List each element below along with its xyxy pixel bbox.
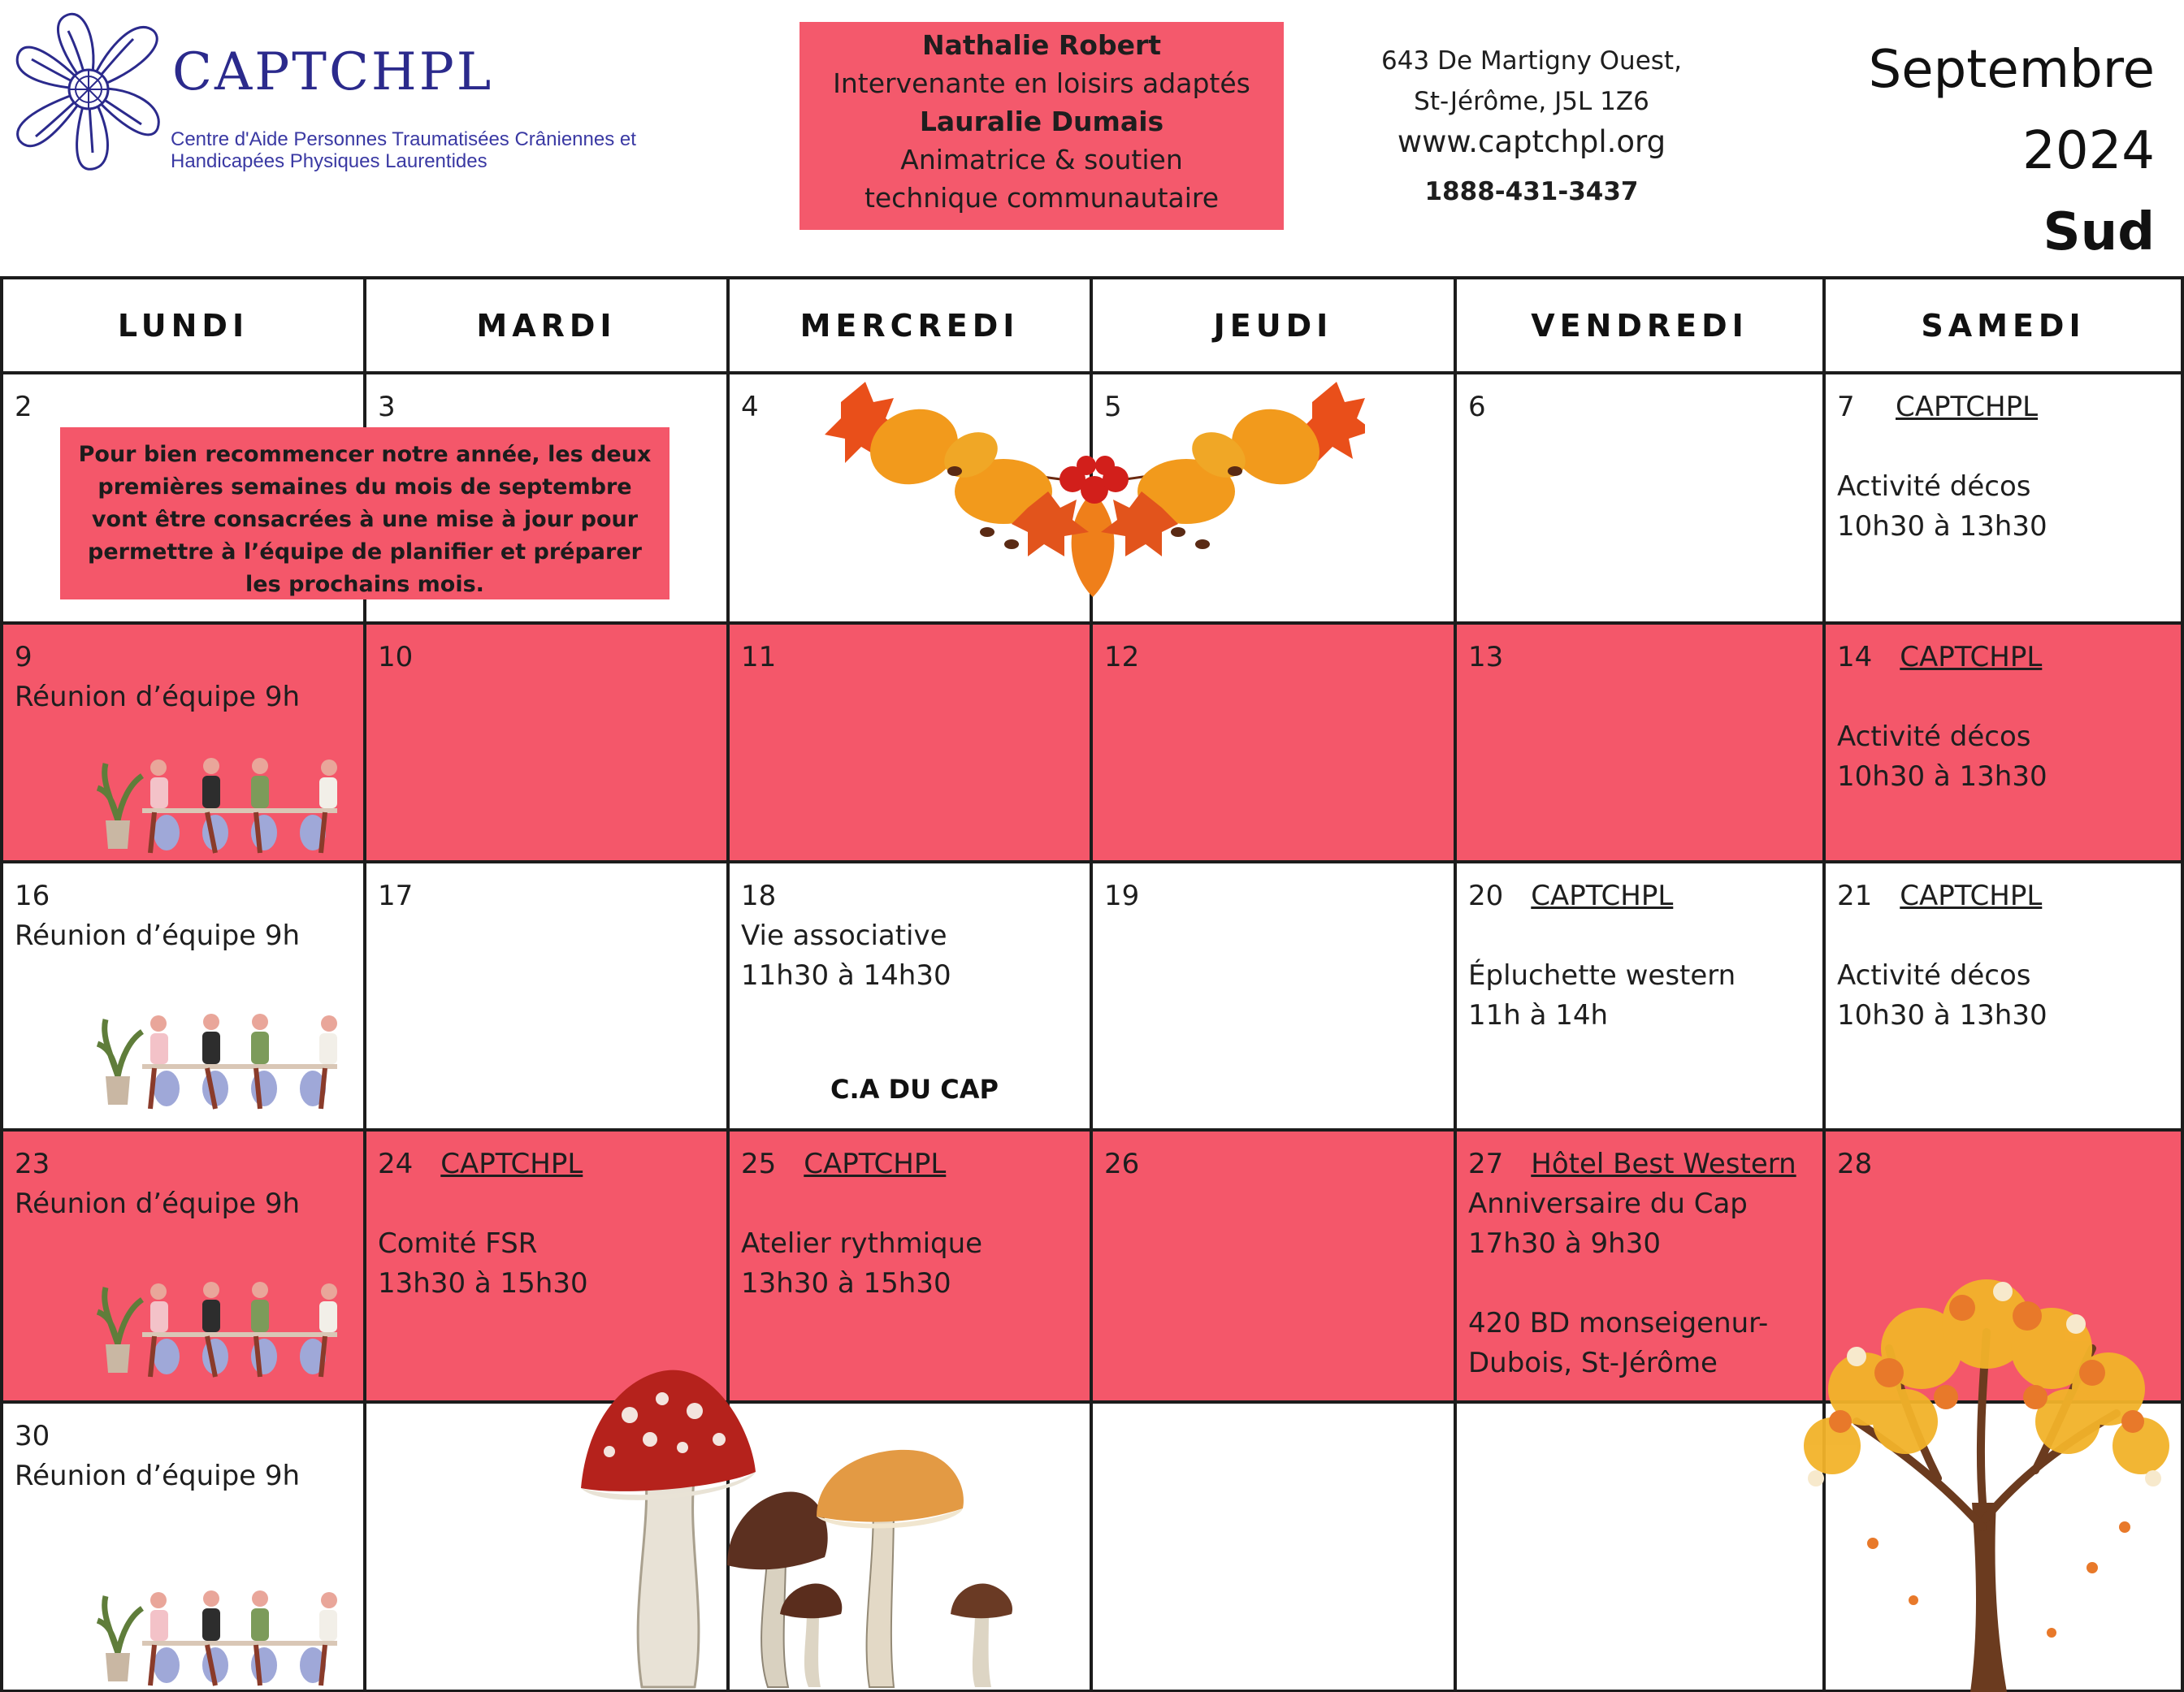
spacer (1837, 677, 2174, 717)
spacer (1837, 916, 2174, 956)
event-location-tag: CAPTCHPL (1900, 641, 2043, 673)
day-number: 11 (741, 641, 777, 673)
day-header-line (741, 638, 1083, 677)
day-cell-content (741, 1145, 1083, 1304)
day-cell-content (1104, 876, 1447, 916)
day-header-line (1104, 638, 1447, 677)
day-cell (365, 862, 728, 1130)
day-cell-content (1837, 638, 2174, 797)
grid-line-column (0, 276, 3, 1692)
day-header-line (15, 876, 357, 916)
event-text: Atelier rythmique (741, 1227, 983, 1260)
day-cell-content (15, 876, 357, 956)
team-meeting-illustration (93, 751, 362, 857)
organization-full-name: Centre d'Aide Personnes Traumatisées Crâniennes et Handicapées Physiques Laurentides (171, 128, 636, 172)
day-cell (1091, 862, 1455, 1130)
weekday-header-jeudi: JEUDI (1213, 308, 1333, 344)
staff-1-role: Intervenante en loisirs adaptés (833, 67, 1250, 99)
day-cell-content (15, 1145, 357, 1224)
event-text: 17h30 à 9h30 (1468, 1227, 1661, 1260)
month-title (1869, 29, 2155, 273)
event-text: Vie associative (741, 920, 947, 952)
day-cell-content (378, 387, 720, 427)
day-header-line (378, 387, 720, 427)
event-text: 11h à 14h (1468, 999, 1609, 1032)
spacer (1468, 1264, 1816, 1304)
day-number: 12 (1104, 641, 1140, 673)
day-cell (1824, 623, 2182, 862)
day-header-line (741, 876, 1083, 916)
day-number: 25 (741, 1148, 777, 1180)
spacer (1837, 427, 2174, 467)
day-header-line (378, 876, 720, 916)
weekday-header-mardi: MARDI (476, 308, 617, 344)
day-cell-content (15, 387, 357, 427)
day-cell-content (1104, 1145, 1447, 1184)
event-location-tag: CAPTCHPL (1896, 391, 2039, 423)
day-number: 7 (1837, 391, 1855, 423)
autumn-leaves-garland (825, 370, 1365, 601)
day-header-line (378, 1145, 720, 1184)
event-text: 13h30 à 15h30 (741, 1267, 951, 1300)
event-location-tag: CAPTCHPL (1900, 880, 2043, 912)
staff-1-name: Nathalie Robert (921, 29, 1162, 61)
month-name: Septembre (1868, 40, 2155, 100)
day-cell-content (378, 1145, 720, 1304)
brand-name: CAPTCHPL (172, 42, 494, 102)
day-cell-content (1468, 1417, 1816, 1456)
event-text: Réunion d’équipe 9h (15, 920, 301, 952)
event-text: Activité décos (1837, 470, 2031, 503)
spacer (741, 1184, 1083, 1224)
event-text: Réunion d’équipe 9h (15, 1188, 301, 1220)
region-label: Sud (2043, 202, 2155, 262)
spacer (378, 1184, 720, 1224)
day-cell-content (378, 638, 720, 677)
day-number: 4 (741, 391, 759, 423)
day-cell-content (741, 876, 1083, 996)
day-number: 19 (1104, 880, 1140, 912)
day-number: 30 (15, 1420, 50, 1452)
event-text: Comité FSR (378, 1227, 538, 1260)
day-header-line (1468, 1145, 1816, 1184)
team-meeting-illustration (93, 1275, 362, 1381)
website-link[interactable]: www.captchpl.org (1397, 124, 1666, 159)
day-cell (1455, 623, 1824, 862)
day-cell-content (1104, 1417, 1447, 1456)
day-cell (1091, 1402, 1455, 1692)
day-header-line (1468, 387, 1816, 427)
notice-box: Pour bien recommencer notre année, les deux premières semaines du mois de septembre vont être consacrées à une mise à jour pour permettre à l’équipe de planifier et préparer les prochains mois. (60, 427, 670, 599)
day-header-line (15, 1417, 357, 1456)
day-header-line (1104, 876, 1447, 916)
flower-logo-icon (11, 6, 166, 177)
weekday-header-mercredi: MERCREDI (800, 308, 1020, 344)
day-cell (1824, 373, 2182, 623)
staff-2-role: Animatrice & soutien technique communautaire (864, 144, 1220, 214)
event-location-tag: CAPTCHPL (804, 1148, 947, 1180)
team-meeting-illustration (93, 1007, 362, 1113)
team-meeting-illustration (93, 1584, 362, 1690)
event-text: Activité décos (1837, 959, 2031, 992)
day-number: 9 (15, 641, 32, 673)
day-number: 13 (1468, 641, 1504, 673)
day-header-line (15, 638, 357, 677)
day-cell (1455, 1130, 1824, 1402)
day-number: 3 (378, 391, 396, 423)
day-number: 26 (1104, 1148, 1140, 1180)
day-number: 27 (1468, 1148, 1504, 1180)
day-cell-content (1468, 876, 1816, 1036)
day-number: 17 (378, 880, 414, 912)
mushrooms-illustration (573, 1366, 1028, 1692)
event-text: 420 BD monseigenur- (1468, 1307, 1769, 1339)
event-location-tag: CAPTCHPL (440, 1148, 583, 1180)
day-header-line (1468, 638, 1816, 677)
ca-du-cap-label: C.A DU CAP (830, 1074, 999, 1105)
address-block (1337, 41, 1727, 162)
weekday-header-vendredi: VENDREDI (1531, 308, 1748, 344)
event-text: 10h30 à 13h30 (1837, 510, 2048, 543)
day-cell (1455, 862, 1824, 1130)
day-header-line (1104, 1145, 1447, 1184)
day-header-line (1468, 1417, 1816, 1456)
day-number: 23 (15, 1148, 50, 1180)
event-text: Réunion d’équipe 9h (15, 1460, 301, 1492)
day-header-line (378, 638, 720, 677)
grid-line-column (1454, 276, 1457, 1692)
event-location-tag: CAPTCHPL (1531, 880, 1674, 912)
phone-number: 1888-431-3437 (1424, 177, 1639, 206)
event-text: 11h30 à 14h30 (741, 959, 951, 992)
day-cell-content (1104, 638, 1447, 677)
day-number: 2 (15, 391, 32, 423)
day-number: 6 (1468, 391, 1486, 423)
day-cell (1091, 1130, 1455, 1402)
day-number: 5 (1104, 391, 1122, 423)
event-text: 10h30 à 13h30 (1837, 760, 2048, 793)
autumn-tree-illustration (1783, 1259, 2184, 1692)
day-header-line (1837, 1145, 2174, 1184)
day-cell (365, 1130, 728, 1402)
day-number: 18 (741, 880, 777, 912)
event-text: Épluchette western (1468, 959, 1736, 992)
day-cell (1455, 373, 1824, 623)
day-cell (728, 623, 1091, 862)
staff-2-name: Lauralie Dumais (919, 106, 1164, 137)
day-cell (365, 623, 728, 862)
day-number: 21 (1837, 880, 1873, 912)
day-cell-content (741, 638, 1083, 677)
event-location-tag: Hôtel Best Western (1531, 1148, 1796, 1180)
day-number: 10 (378, 641, 414, 673)
day-cell-content (1837, 387, 2174, 547)
day-cell-content (378, 876, 720, 916)
day-cell-content (1468, 638, 1816, 677)
day-cell (1455, 1402, 1824, 1692)
address-line-2: St-Jérôme, J5L 1Z6 (1414, 87, 1649, 116)
day-cell (728, 1130, 1091, 1402)
weekday-header-samedi: SAMEDI (1921, 308, 2086, 344)
day-header-line (1837, 638, 2174, 677)
day-cell-content (1837, 1145, 2174, 1184)
event-text: 10h30 à 13h30 (1837, 999, 2048, 1032)
staff-box (800, 22, 1284, 230)
weekday-header-lundi: LUNDI (117, 308, 249, 344)
day-cell-content (1468, 1145, 1816, 1383)
event-text: Activité décos (1837, 721, 2031, 753)
day-cell-content (1468, 387, 1816, 427)
day-header-line (1104, 1417, 1447, 1456)
spacer (1468, 916, 1816, 956)
day-header-line (1837, 387, 2174, 427)
day-header-line (15, 387, 357, 427)
day-number: 20 (1468, 880, 1504, 912)
day-header-line (1468, 876, 1816, 916)
event-text: Réunion d’équipe 9h (15, 681, 301, 713)
day-cell-content (15, 1417, 357, 1496)
day-header-line (1837, 876, 2174, 916)
address-line-1: 643 De Martigny Ouest, (1381, 46, 1682, 76)
event-text: 13h30 à 15h30 (378, 1267, 588, 1300)
event-text: Anniversaire du Cap (1468, 1188, 1748, 1220)
day-cell-content (1837, 876, 2174, 1036)
day-cell (1824, 862, 2182, 1130)
event-text: Dubois, St-Jérôme (1468, 1347, 1718, 1379)
day-header-line (15, 1145, 357, 1184)
day-header-line (741, 1145, 1083, 1184)
year: 2024 (2022, 121, 2155, 181)
day-cell-content (15, 638, 357, 717)
day-number: 24 (378, 1148, 414, 1180)
day-cell (1091, 623, 1455, 862)
day-number: 16 (15, 880, 50, 912)
day-number: 28 (1837, 1148, 1873, 1180)
day-number: 14 (1837, 641, 1873, 673)
